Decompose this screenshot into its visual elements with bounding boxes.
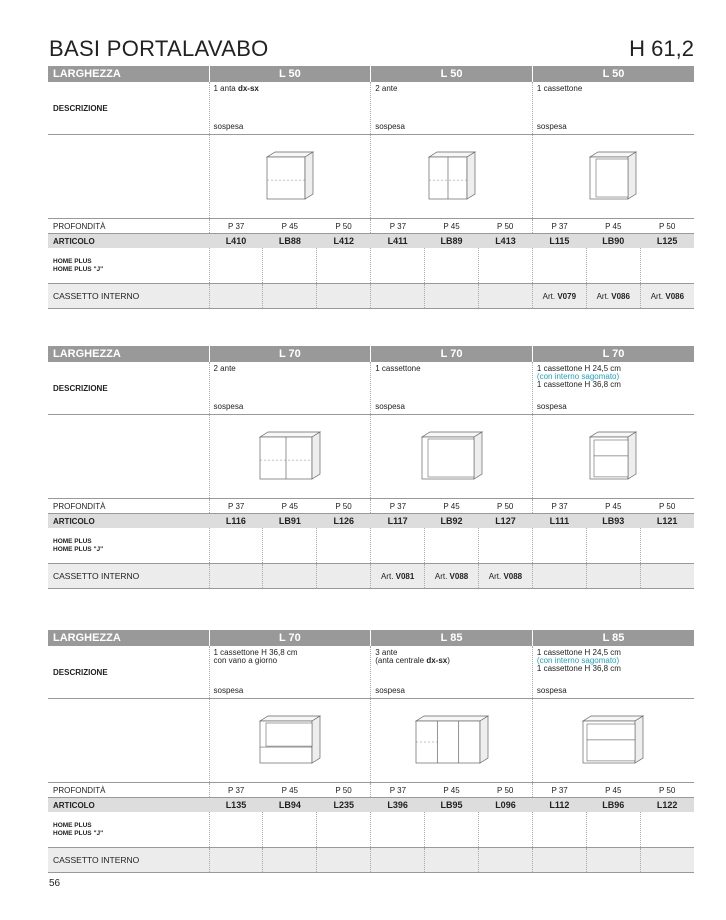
- cassetto-article: Art. V088: [425, 564, 479, 589]
- home-plus-cell: [317, 812, 371, 848]
- article-code: L115: [532, 234, 586, 249]
- articolo-row: [48, 514, 694, 529]
- description-line: (con interno sagomato): [536, 656, 620, 665]
- cabinet-1-drawer-wide-icon: [416, 429, 488, 483]
- cabinet-1-door-icon: [261, 149, 319, 203]
- cassetto-cell: [209, 564, 263, 589]
- cabinet-2-doors-icon: [423, 149, 481, 203]
- description-line: 2 ante: [375, 84, 398, 93]
- sospesa-label: sospesa: [536, 402, 567, 411]
- depth-value: P 45: [263, 499, 317, 514]
- home-plus-cell: [586, 248, 640, 284]
- home-plus-cell: [640, 528, 694, 564]
- depth-value: P 50: [640, 783, 694, 798]
- description-line: 1 anta dx-sx: [213, 84, 259, 93]
- home-plus-label: HOME PLUS HOME PLUS "J": [48, 528, 209, 564]
- article-code: L126: [317, 514, 371, 529]
- depth-value: P 37: [209, 499, 263, 514]
- home-plus-label: HOME PLUS HOME PLUS "J": [48, 812, 209, 848]
- product-image: [209, 699, 371, 783]
- cassetto-cell: [317, 848, 371, 873]
- article-code: LB89: [425, 234, 479, 249]
- depth-value: P 37: [532, 783, 586, 798]
- cassetto-cell: [478, 848, 532, 873]
- profondita-label: PROFONDITÀ: [48, 783, 209, 798]
- product-image: [371, 699, 533, 783]
- description-line: con vano a giorno: [213, 656, 278, 665]
- home-plus-row: [48, 528, 694, 564]
- home-plus-cell: [209, 248, 263, 284]
- article-code: L112: [532, 798, 586, 813]
- home-plus-cell: [478, 248, 532, 284]
- width-value: L 70: [371, 346, 533, 362]
- profondita-label: PROFONDITÀ: [48, 499, 209, 514]
- product-table-1: [48, 66, 694, 309]
- width-value: L 50: [371, 66, 533, 82]
- cabinet-3-doors-icon: [410, 713, 494, 767]
- cabinet-drawer-open-shelf-icon: [254, 713, 326, 767]
- depth-value: P 45: [586, 219, 640, 234]
- profondita-row: [48, 783, 694, 798]
- larghezza-label: LARGHEZZA: [48, 346, 209, 362]
- cassetto-row: [48, 564, 694, 589]
- home-plus-cell: [209, 528, 263, 564]
- articolo-label: ARTICOLO: [48, 234, 209, 249]
- home-plus-cell: [586, 528, 640, 564]
- article-code: L413: [478, 234, 532, 249]
- depth-value: P 45: [586, 499, 640, 514]
- articolo-row: [48, 798, 694, 813]
- product-table-2: [48, 346, 694, 589]
- cassetto-cell: [371, 848, 425, 873]
- descrizione-row: [48, 362, 694, 415]
- depth-value: P 50: [317, 219, 371, 234]
- larghezza-label: LARGHEZZA: [48, 66, 209, 82]
- description-cell: [532, 82, 694, 135]
- depth-value: P 45: [586, 783, 640, 798]
- sospesa-label: sospesa: [375, 122, 405, 131]
- home-plus-cell: [371, 528, 425, 564]
- home-plus-cell: [371, 248, 425, 284]
- cassetto-cell: [371, 284, 425, 309]
- descrizione-label: DESCRIZIONE: [48, 362, 209, 415]
- larghezza-row: [48, 346, 694, 362]
- article-code: LB95: [425, 798, 479, 813]
- cassetto-cell: [425, 284, 479, 309]
- product-image: [371, 135, 533, 219]
- depth-value: P 37: [532, 219, 586, 234]
- article-code: L410: [209, 234, 263, 249]
- cassetto-cell: [263, 284, 317, 309]
- articolo-row: [48, 234, 694, 249]
- sospesa-label: sospesa: [213, 686, 244, 695]
- description-line: 1 cassettone H 36,8 cm: [213, 648, 298, 657]
- cassetto-cell: [586, 564, 640, 589]
- descrizione-row: [48, 646, 694, 699]
- width-value: L 70: [532, 346, 694, 362]
- cassetto-label: CASSETTO INTERNO: [48, 284, 209, 309]
- description-cell: [371, 82, 533, 135]
- cassetto-label: CASSETTO INTERNO: [48, 848, 209, 873]
- home-plus-cell: [478, 528, 532, 564]
- depth-value: P 50: [640, 219, 694, 234]
- cassetto-article: Art. V079: [532, 284, 586, 309]
- description-cell: [532, 362, 694, 415]
- cassetto-cell: [640, 848, 694, 873]
- home-plus-cell: [209, 812, 263, 848]
- cabinet-2-doors-wide-icon: [254, 429, 326, 483]
- home-plus-row: [48, 248, 694, 284]
- cassetto-row: [48, 848, 694, 873]
- description-line: 1 cassettone H 24,5 cm: [536, 648, 621, 657]
- article-code: LB93: [586, 514, 640, 529]
- cassetto-article: Art. V088: [478, 564, 532, 589]
- product-image: [209, 415, 371, 499]
- description-line: 1 cassettone H 36,8 cm: [536, 380, 621, 389]
- cassetto-cell: [209, 284, 263, 309]
- cassetto-article: Art. V086: [586, 284, 640, 309]
- home-plus-row: [48, 812, 694, 848]
- cassetto-cell: [478, 284, 532, 309]
- cassetto-cell: [532, 848, 586, 873]
- cassetto-label: CASSETTO INTERNO: [48, 564, 209, 589]
- home-plus-cell: [317, 248, 371, 284]
- sospesa-label: sospesa: [536, 686, 567, 695]
- article-code: L135: [209, 798, 263, 813]
- width-value: L 50: [209, 66, 371, 82]
- image-row: [48, 699, 694, 783]
- profondita-row: [48, 499, 694, 514]
- image-row: [48, 415, 694, 499]
- article-code: L125: [640, 234, 694, 249]
- sospesa-label: sospesa: [213, 122, 244, 131]
- article-code: L117: [371, 514, 425, 529]
- depth-value: P 50: [478, 219, 532, 234]
- home-plus-cell: [640, 248, 694, 284]
- cassetto-article: Art. V081: [371, 564, 425, 589]
- depth-value: P 45: [425, 783, 479, 798]
- profondita-label: PROFONDITÀ: [48, 219, 209, 234]
- depth-value: P 50: [317, 783, 371, 798]
- home-plus-cell: [425, 528, 479, 564]
- article-code: LB88: [263, 234, 317, 249]
- cabinet-2-drawers-icon: [584, 429, 642, 483]
- depth-value: P 50: [317, 499, 371, 514]
- width-value: L 70: [209, 346, 371, 362]
- product-image: [371, 415, 533, 499]
- depth-value: P 37: [209, 219, 263, 234]
- article-code: L127: [478, 514, 532, 529]
- cabinet-2-drawers-wide-icon: [577, 713, 649, 767]
- article-code: L122: [640, 798, 694, 813]
- description-line: 1 cassettone H 36,8 cm: [536, 664, 621, 673]
- description-cell: [209, 646, 371, 699]
- cabinet-1-drawer-icon: [584, 149, 642, 203]
- depth-value: P 45: [425, 499, 479, 514]
- article-code: LB90: [586, 234, 640, 249]
- description-cell: [371, 362, 533, 415]
- article-code: L111: [532, 514, 586, 529]
- home-plus-cell: [371, 812, 425, 848]
- description-line: 1 cassettone H 24,5 cm: [536, 364, 621, 373]
- cassetto-cell: [263, 848, 317, 873]
- home-plus-cell: [478, 812, 532, 848]
- depth-value: P 37: [371, 783, 425, 798]
- larghezza-label: LARGHEZZA: [48, 630, 209, 646]
- depth-value: P 45: [263, 219, 317, 234]
- cassetto-article: Art. V086: [640, 284, 694, 309]
- home-plus-cell: [532, 812, 586, 848]
- description-cell: [209, 362, 371, 415]
- larghezza-row: [48, 66, 694, 82]
- description-line: 1 cassettone: [536, 84, 583, 93]
- article-code: L412: [317, 234, 371, 249]
- larghezza-row: [48, 630, 694, 646]
- depth-value: P 45: [263, 783, 317, 798]
- description-line: 1 cassettone: [375, 364, 421, 373]
- height-label: H 61,2: [629, 36, 694, 61]
- cassetto-cell: [586, 848, 640, 873]
- sospesa-label: sospesa: [375, 402, 405, 411]
- width-value: L 70: [209, 630, 371, 646]
- product-image: [532, 135, 694, 219]
- depth-value: P 45: [425, 219, 479, 234]
- product-image: [532, 699, 694, 783]
- article-code: LB96: [586, 798, 640, 813]
- cassetto-cell: [640, 564, 694, 589]
- description-cell: [209, 82, 371, 135]
- image-row: [48, 135, 694, 219]
- home-plus-cell: [532, 248, 586, 284]
- cassetto-cell: [263, 564, 317, 589]
- depth-value: P 37: [371, 219, 425, 234]
- description-line: (con interno sagomato): [536, 372, 620, 381]
- articolo-label: ARTICOLO: [48, 514, 209, 529]
- page-title: BASI PORTALAVABO: [49, 36, 269, 61]
- home-plus-cell: [317, 528, 371, 564]
- width-value: L 50: [532, 66, 694, 82]
- sospesa-label: sospesa: [536, 122, 567, 131]
- profondita-row: [48, 219, 694, 234]
- home-plus-cell: [532, 528, 586, 564]
- product-image: [209, 135, 371, 219]
- home-plus-cell: [586, 812, 640, 848]
- cassetto-cell: [317, 284, 371, 309]
- article-code: L116: [209, 514, 263, 529]
- cassetto-cell: [425, 848, 479, 873]
- articolo-label: ARTICOLO: [48, 798, 209, 813]
- home-plus-cell: [425, 248, 479, 284]
- sospesa-label: sospesa: [213, 402, 244, 411]
- product-table-3: [48, 630, 694, 873]
- cassetto-row: [48, 284, 694, 309]
- descrizione-label: DESCRIZIONE: [48, 646, 209, 699]
- article-code: L396: [371, 798, 425, 813]
- descrizione-label: DESCRIZIONE: [48, 82, 209, 135]
- description-cell: [532, 646, 694, 699]
- depth-value: P 37: [532, 499, 586, 514]
- depth-value: P 50: [478, 783, 532, 798]
- width-value: L 85: [532, 630, 694, 646]
- depth-value: P 50: [478, 499, 532, 514]
- home-plus-label: HOME PLUS HOME PLUS "J": [48, 248, 209, 284]
- home-plus-cell: [425, 812, 479, 848]
- depth-value: P 50: [640, 499, 694, 514]
- article-code: LB94: [263, 798, 317, 813]
- article-code: L235: [317, 798, 371, 813]
- article-code: L096: [478, 798, 532, 813]
- description-line: (anta centrale dx-sx): [375, 656, 450, 665]
- width-value: L 85: [371, 630, 533, 646]
- descrizione-row: [48, 82, 694, 135]
- article-code: L411: [371, 234, 425, 249]
- description-cell: [371, 646, 533, 699]
- description-line: 3 ante: [375, 648, 398, 657]
- cassetto-cell: [209, 848, 263, 873]
- home-plus-cell: [263, 528, 317, 564]
- cassetto-cell: [317, 564, 371, 589]
- depth-value: P 37: [371, 499, 425, 514]
- article-code: L121: [640, 514, 694, 529]
- page-number: 56: [49, 878, 61, 889]
- article-code: LB91: [263, 514, 317, 529]
- article-code: LB92: [425, 514, 479, 529]
- depth-value: P 37: [209, 783, 263, 798]
- home-plus-cell: [640, 812, 694, 848]
- description-line: 2 ante: [213, 364, 236, 373]
- home-plus-cell: [263, 248, 317, 284]
- product-image: [532, 415, 694, 499]
- sospesa-label: sospesa: [375, 686, 405, 695]
- home-plus-cell: [263, 812, 317, 848]
- cassetto-cell: [532, 564, 586, 589]
